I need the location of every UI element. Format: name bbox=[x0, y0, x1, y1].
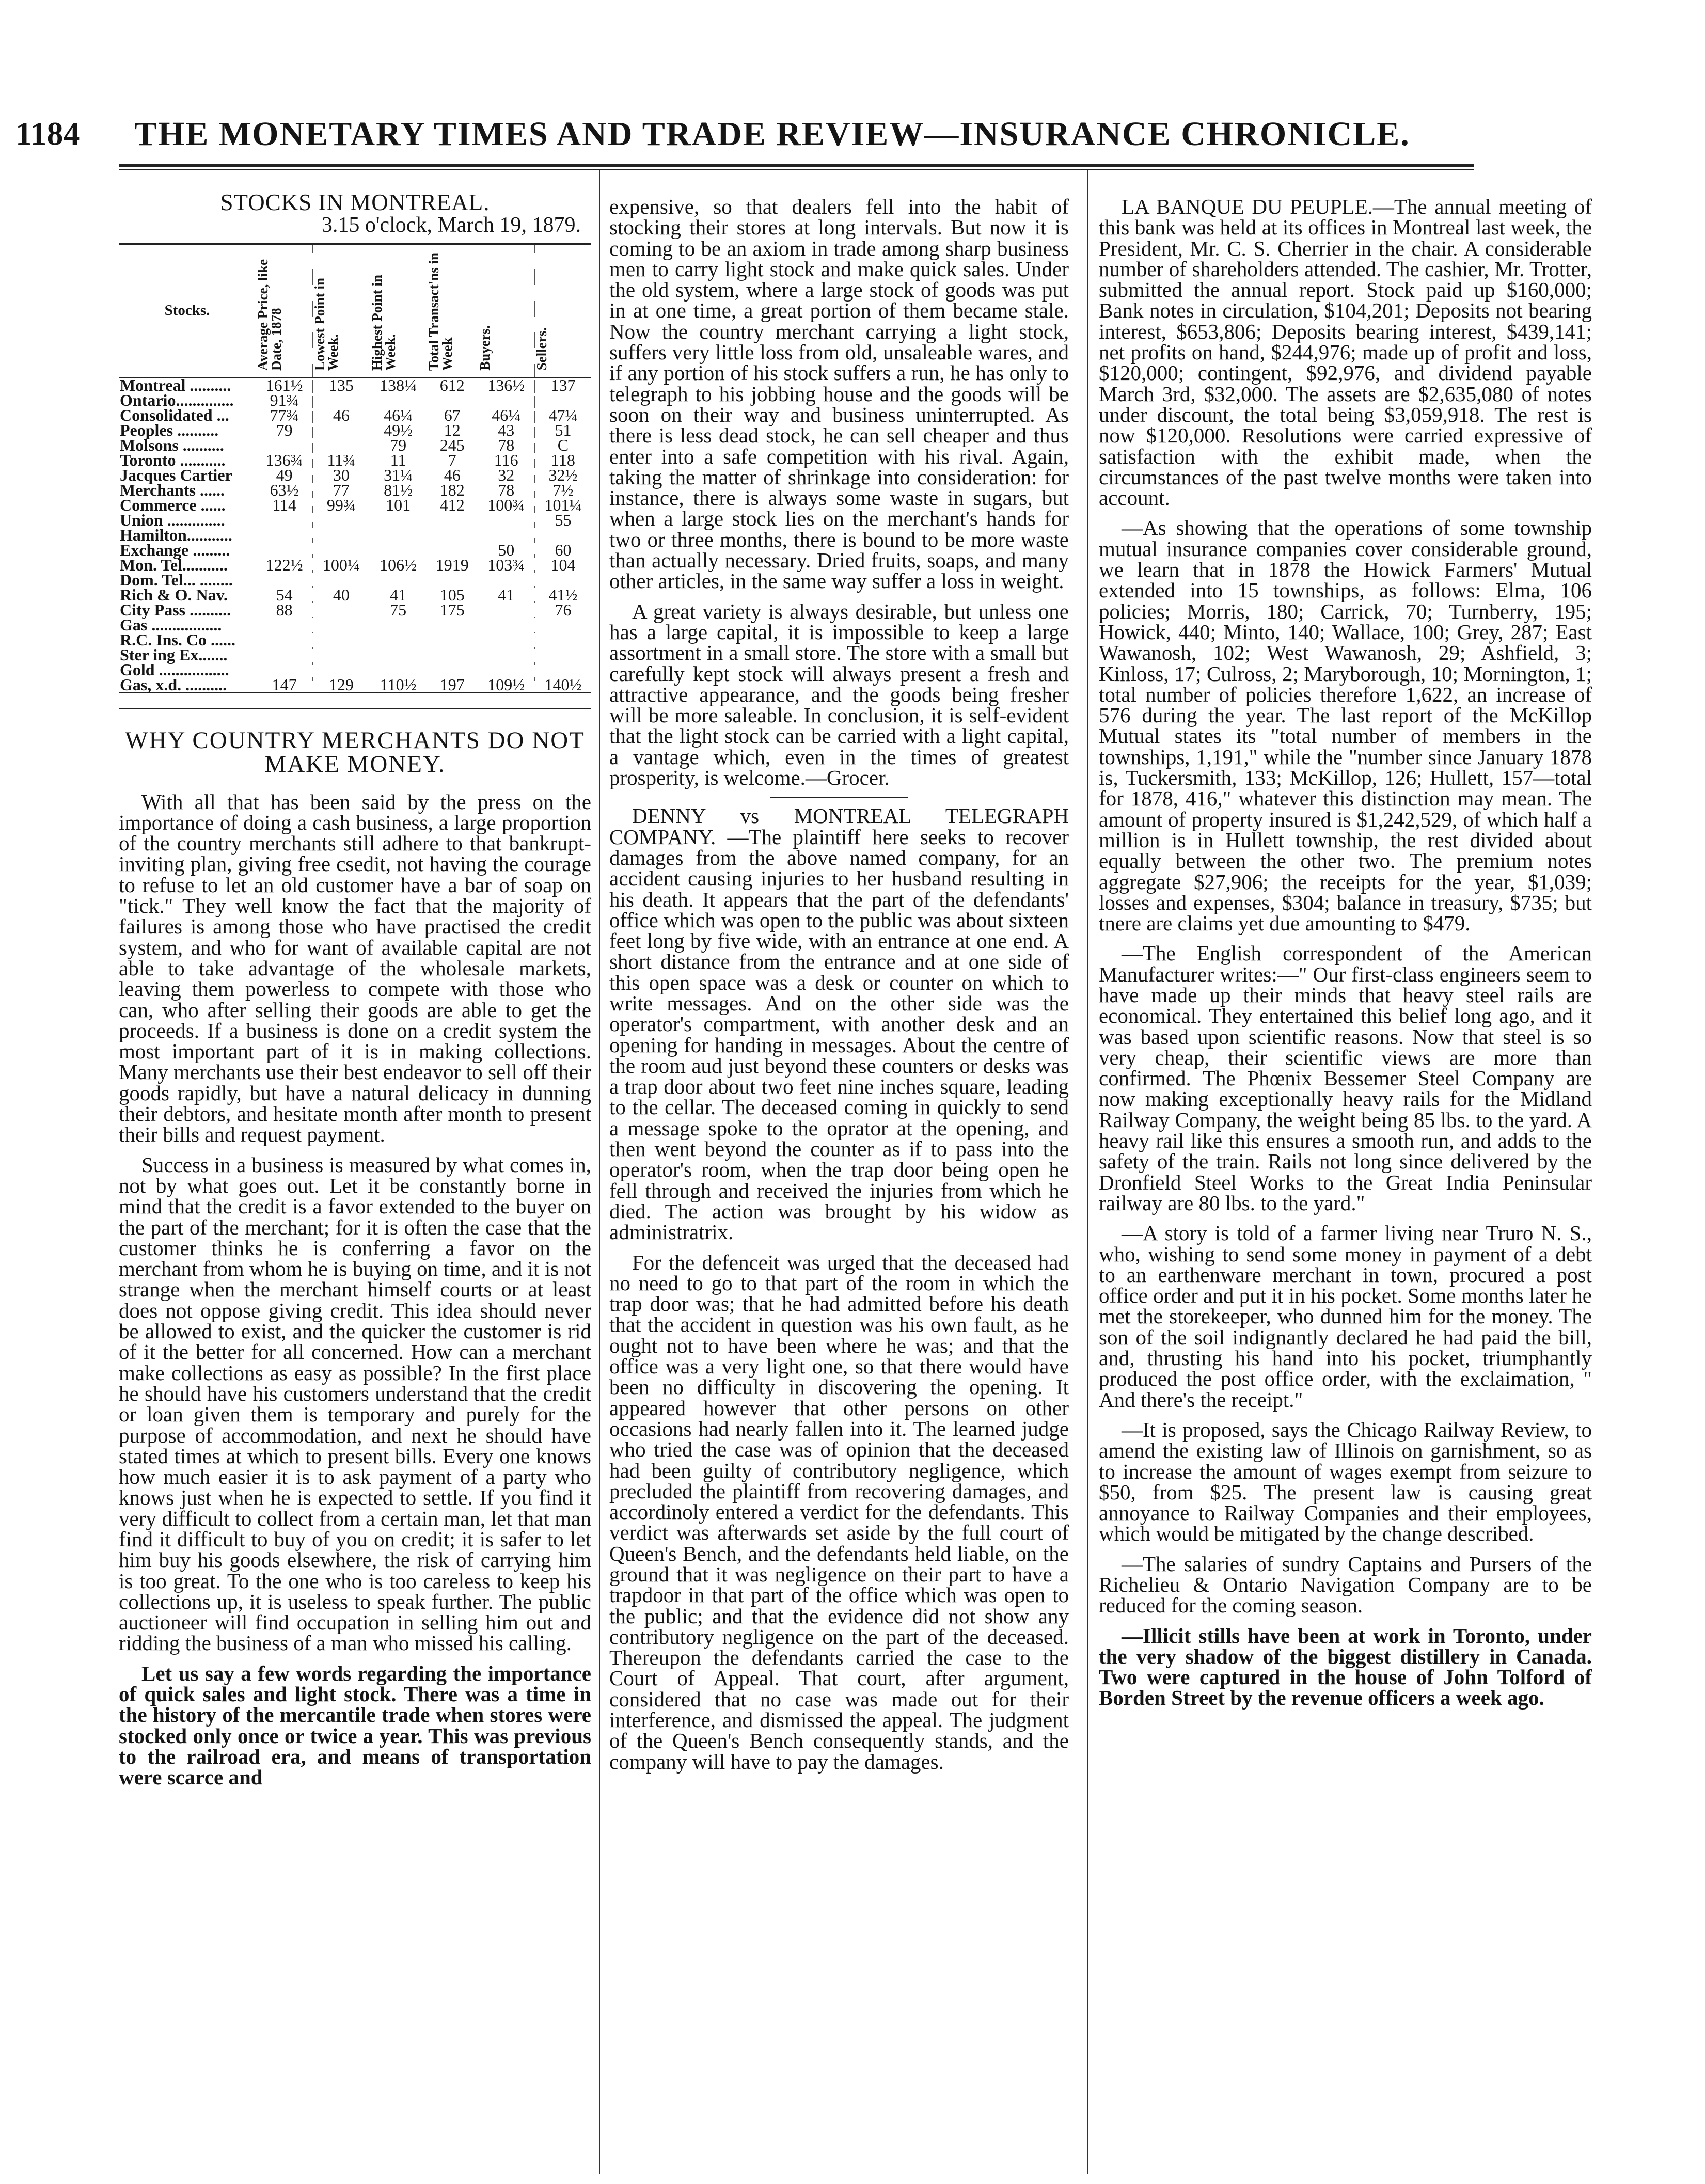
stock-value: 122½ bbox=[256, 558, 313, 573]
stock-value: 612 bbox=[427, 377, 478, 393]
stocks-row bbox=[119, 677, 591, 693]
paragraph: DENNY vs MONTREAL TELEGRAPH COMPANY. —The plaintiff here seeks to recover damages from the above named company, for an accident causing injuries to her husband resulting in his death. It appears that the part of the defendants' office which was open to the public was about sixteen feet long by five wide, with an entrance at one end. A short distance from the entrance and at one side of this open space was a desk or counter on which to write messages. And on the other side was the operator's compartment, with another desk and an opening for handing in messages. About the centre of the room aud just beyond these counters or desks was a trap door about two feet nine inches square, leading to the cellar. The deceased coming in quickly to send a message spoke to the oprator at the opening, and then went beyond the counter as if to pass into the operator's room, when the trap door being open he fell through and received the injuries from which he died. The action was brought by his widow as administratrix. bbox=[609, 804, 1069, 1244]
stock-value: 54 bbox=[256, 588, 313, 603]
stock-value: 182 bbox=[427, 483, 478, 498]
stock-value: 175 bbox=[427, 603, 478, 618]
column-2 bbox=[609, 196, 1069, 1781]
stock-value: 110½ bbox=[370, 677, 427, 693]
stock-value bbox=[427, 618, 478, 632]
stock-value: 135 bbox=[313, 377, 370, 393]
stock-value bbox=[313, 528, 370, 543]
stock-value: 116 bbox=[478, 453, 534, 468]
stock-value: 77¾ bbox=[256, 408, 313, 423]
stock-name: Gas ................. bbox=[120, 615, 222, 634]
stocks-title: STOCKS IN MONTREAL. bbox=[220, 189, 490, 215]
stock-value bbox=[370, 513, 427, 528]
stock-value: 137 bbox=[534, 377, 591, 393]
stock-value: 51 bbox=[534, 423, 591, 438]
stock-value: 41 bbox=[478, 588, 534, 603]
stock-name: Montreal .......... bbox=[120, 375, 231, 394]
stock-value: 79 bbox=[256, 423, 313, 438]
page-number: 1184 bbox=[15, 115, 80, 152]
stock-value bbox=[478, 513, 534, 528]
stock-value bbox=[478, 647, 534, 662]
stock-name: Merchants ...... bbox=[120, 480, 225, 499]
header-rule-thin bbox=[119, 169, 1474, 170]
stock-name: Gold ................. bbox=[120, 660, 229, 679]
stock-value bbox=[370, 647, 427, 662]
stock-value: 105 bbox=[427, 588, 478, 603]
stock-name: Commerce ...... bbox=[120, 495, 226, 514]
stock-value bbox=[534, 632, 591, 647]
paragraph: —As showing that the operations of some township mutual insurance companies cover considerable ground, we learn that in 1878 the Howick Farmers' Mutual extended into 15 townships, as follows: Elma, 106 policies; Morris, 180; Carrick, 70; Turnberry, 195; Howick, 440; Minto, 140; Wallace, 100; Grey, 287; East Wawanosh, 102; West Wawanosh, 29; Ashfield, 3; Kinloss, 17; Culross, 2; Maryborough, 10; Mornington, 1; total number of policies therefore 1,622, an increase of 576 during the year. The last report of the McKillop Mutual states its "total number of members in the townships, 1,191," while the "number since January 1878 is, Tuckersmith, 133; McKillop, 126; Hullett, 157—total for 1878, 416," whatever this distinction may mean. The amount of property insured is $1,242,529, of which half a million is in Hullett township, the rest divided about equally between the other two. The premium notes aggregate $27,906; the receipts for the year, $1,039; losses and expenses, $304; balance in treasury, $735; but tnere are claims yet due amounting to $479. bbox=[1099, 516, 1592, 936]
stock-value bbox=[370, 528, 427, 543]
stock-value: 7 bbox=[427, 453, 478, 468]
stock-value: 412 bbox=[427, 498, 478, 513]
stock-value: 11¾ bbox=[313, 453, 370, 468]
stock-value bbox=[427, 528, 478, 543]
stock-value: 99¾ bbox=[313, 498, 370, 513]
stock-value bbox=[478, 603, 534, 618]
stock-name: City Pass .......... bbox=[120, 600, 231, 619]
stock-value bbox=[313, 513, 370, 528]
stock-value bbox=[534, 618, 591, 632]
stock-value: 245 bbox=[427, 438, 478, 453]
stock-value: 77 bbox=[313, 483, 370, 498]
stock-value: 63½ bbox=[256, 483, 313, 498]
stock-value bbox=[256, 632, 313, 647]
stock-value: 50 bbox=[478, 543, 534, 558]
stock-value: 91¾ bbox=[256, 393, 313, 408]
stock-value: 32 bbox=[478, 468, 534, 483]
stock-name: Rich & O. Nav. bbox=[120, 585, 228, 604]
stock-value bbox=[427, 513, 478, 528]
stock-name: Jacques Cartier bbox=[120, 465, 232, 484]
paragraph: Success in a business is measured by what comes in, not by what goes out. Let it be constantly borne in mind that the credit is a favor extended to the buyer on the part of the merchant; for it is often the case that the customer thinks he is conferring a favor on the merchant from whom he is buying on time, and it is not strange when the merchant himself courts or at least does not oppose giving credit. This idea should never be allowed to exist, and the quicker the customer is rid of it the better for all concerned. How can a merchant make collections as easy as possible? In the first place he should have his customers understand that the credit or loan given them is temporary and purely for the purpose of accommodation, and next he should have stated times at which to present bills. Every one knows how much easier it is to ask payment of a party who knows just when he is expected to settle. If you find it very difficult to collect from a certain man, let that man find it difficult to buy of you on credit; it is safer to let him buy his goods elsewhere, the risk of carrying him is too great. To the one who is too careless to keep his collections up, it is useless to speak further. The public auctioneer will find occupation in selling him out and ridding the business of a man who missed his calling. bbox=[119, 1152, 591, 1655]
stocks-col-header: Average Price, like Date, 1878 bbox=[256, 244, 313, 377]
stock-value bbox=[427, 632, 478, 647]
column-1 bbox=[119, 189, 591, 1797]
stock-name: R.C. Ins. Co ...... bbox=[120, 630, 236, 649]
stock-value bbox=[313, 647, 370, 662]
stock-value: 129 bbox=[313, 677, 370, 693]
stocks-subtitle: 3.15 o'clock, March 19, 1879. bbox=[321, 213, 581, 238]
paragraph: —The salaries of sundry Captains and Pursers of the Richelieu & Ontario Navigation Company are to be reduced for the coming season. bbox=[1099, 1552, 1592, 1618]
page-header bbox=[15, 115, 1497, 161]
paragraph: LA BANQUE DU PEUPLE.—The annual meeting of this bank was held at its offices in Montreal last week, the President, Mr. C. S. Cherrier in the chair. A considerable number of shareholders attended. The cashier, Mr. Trotter, submitted the annual report. Stock paid up $160,000; Bank notes in circulation, $104,201; Deposits not bearing interest, $653,806; Deposits bearing interest, $439,141; net profits on hand, $244,976; made up of profit and loss, $120,000; contingent, $92,976, and dividend payable March 3rd, $32,000. The assets are $2,635,080 of notes under discount, the total being $3,059,918. The rest is now $120,000. Resolutions were carried expressive of satisfaction with the exhibit made, when the circumstances of the past twelve months were taken into account. bbox=[1099, 195, 1592, 510]
stock-value: C bbox=[534, 438, 591, 453]
stock-value bbox=[313, 423, 370, 438]
section-rule bbox=[770, 797, 908, 798]
stock-value bbox=[313, 632, 370, 647]
stock-name: Peoples .......... bbox=[120, 420, 219, 439]
stocks-header-row bbox=[119, 244, 591, 377]
stock-name: Toronto ........... bbox=[120, 450, 226, 469]
stock-name: Consolidated ... bbox=[120, 405, 229, 424]
stock-value: 78 bbox=[478, 438, 534, 453]
stock-value: 1919 bbox=[427, 558, 478, 573]
stock-value: 32½ bbox=[534, 468, 591, 483]
stock-value: 100¼ bbox=[313, 558, 370, 573]
stocks-col-header: Buyers. bbox=[478, 244, 534, 377]
paragraph: —Illicit stills have been at work in Toronto, under the very shadow of the biggest distillery in Canada. Two were captured in the house of John Tolford of Borden Street by the revenue officers a week ago. bbox=[1099, 1623, 1592, 1710]
paragraph: Let us say a few words regarding the importance of quick sales and light stock. There was a time in the history of the mercantile trade when stores were stocked only once or twice a year. This was previous to the railroad era, and means of transportation were scarce and bbox=[119, 1661, 591, 1790]
stock-name: Mon. Tel........... bbox=[120, 555, 228, 574]
article-title: WHY COUNTRY MERCHANTS DO NOT MAKE MONEY. bbox=[125, 726, 585, 778]
stock-value: 103¾ bbox=[478, 558, 534, 573]
stock-value: 161½ bbox=[256, 377, 313, 393]
stock-value: 118 bbox=[534, 453, 591, 468]
stock-value bbox=[370, 618, 427, 632]
stock-value: 46 bbox=[427, 468, 478, 483]
column-3 bbox=[1099, 196, 1592, 1718]
stock-value: 81½ bbox=[370, 483, 427, 498]
stock-value: 47¼ bbox=[534, 408, 591, 423]
stock-value: 67 bbox=[427, 408, 478, 423]
stock-name: Gas, x.d. .......... bbox=[120, 675, 227, 694]
column-divider-1 bbox=[599, 170, 600, 2174]
stock-value bbox=[313, 603, 370, 618]
stock-value: 41½ bbox=[534, 588, 591, 603]
stock-value: 11 bbox=[370, 453, 427, 468]
stock-value: 114 bbox=[256, 498, 313, 513]
stock-value: 75 bbox=[370, 603, 427, 618]
stock-value: 101¼ bbox=[534, 498, 591, 513]
stocks-body bbox=[119, 377, 591, 693]
stock-value: 76 bbox=[534, 603, 591, 618]
stock-value: 49½ bbox=[370, 423, 427, 438]
stock-value: 46¼ bbox=[478, 408, 534, 423]
stock-name: Union .............. bbox=[120, 510, 225, 529]
stock-value bbox=[427, 647, 478, 662]
stock-name: Hamilton........... bbox=[120, 525, 232, 544]
stock-value: 40 bbox=[313, 588, 370, 603]
stock-value: 136½ bbox=[478, 377, 534, 393]
stock-value: 140½ bbox=[534, 677, 591, 693]
paragraph: expensive, so that dealers fell into the habit of stocking their stores at long intervals. But now it is coming to be an axiom in trade among sharp business men to carry light stock and make quick sales. Under the old system, where a large stock of goods was put in at one time, a great portion of them became stale. Now the country merchant carrying a light stock, suffers very little loss from old, unsaleable wares, and if any portion of his stock suffers a run, he has only to telegraph to his jobbing house and the goods will be soon on their way and business uninterrupted. As there is less dead stock, he can sell cheaper and thus enter into a safe competition with his rival. Again, taking the matter of shrinkage into consideration: for instance, there is always some waste in sugars, but when a large stock lies on the merchant's hands for two or three months, there is bound to be more waste than actually necessary. Dried fruits, soaps, and many other articles, in the same way suffer a loss in weight. bbox=[609, 195, 1069, 593]
stock-value bbox=[478, 618, 534, 632]
stocks-col-header: Total Transact'ns in Week bbox=[427, 244, 478, 377]
stocks-col-header: Highest Point in Week. bbox=[370, 244, 427, 377]
stock-name: Molsons .......... bbox=[120, 435, 224, 454]
stock-value: 46 bbox=[313, 408, 370, 423]
stock-value bbox=[256, 513, 313, 528]
stock-value bbox=[256, 618, 313, 632]
paragraph: A great variety is always desirable, but unless one has a large capital, it is impossible to keep a large assortment in a small store. The store with a small but carefully kept stock will always present a fresh and attractive appearance, and the goods being fresher will be more saleable. In conclusion, it is self-evident that the light stock can be carried with a light capital, a vantage which, even in the times of greatest prosperity, is welcome.—Grocer. bbox=[609, 599, 1069, 790]
header-rule-thick bbox=[119, 164, 1474, 167]
stocks-col-header: Stocks. bbox=[119, 244, 256, 377]
paragraph: —A story is told of a farmer living near Truro N. S., who, wishing to send some money in payment of a debt to an earthenware merchant in town, procured a post office order and put it in his pocket. Some months later he met the storekeeper, who dunned him for the money. The son of the soil indignantly declared he had paid the bill, and, thrusting his hand into his pocket, triumphantly produced the post office order, with the exclaimation, " And there's the receipt." bbox=[1099, 1221, 1592, 1412]
stock-value bbox=[256, 647, 313, 662]
stock-value: 31¼ bbox=[370, 468, 427, 483]
stock-name: Exchange ......... bbox=[120, 540, 230, 559]
paragraph: —It is proposed, says the Chicago Railway Review, to amend the existing law of Illinois on garnishment, so as to increase the amount of wages exempt from seizure to $50, from $25. The present law is causing great annoyance to Railway Companies and their employees, which would be mitigated by the change described. bbox=[1099, 1417, 1592, 1546]
stocks-col-header: Sellers. bbox=[534, 244, 591, 377]
journal-title: THE MONETARY TIMES AND TRADE REVIEW—INSURANCE CHRONICLE. bbox=[134, 115, 1410, 153]
stock-value: 30 bbox=[313, 468, 370, 483]
stock-value: 104 bbox=[534, 558, 591, 573]
stock-value bbox=[313, 618, 370, 632]
stock-value bbox=[534, 647, 591, 662]
stock-name: Ster ing Ex....... bbox=[120, 645, 228, 664]
stocks-table bbox=[119, 243, 591, 693]
stock-value: 43 bbox=[478, 423, 534, 438]
stock-value: 197 bbox=[427, 677, 478, 693]
stock-value: 46¼ bbox=[370, 408, 427, 423]
stock-value: 109½ bbox=[478, 677, 534, 693]
stock-value bbox=[370, 632, 427, 647]
stock-value: 55 bbox=[534, 513, 591, 528]
stock-name: Dom. Tel... ........ bbox=[120, 570, 233, 589]
stock-value: 138¼ bbox=[370, 377, 427, 393]
stock-value bbox=[478, 632, 534, 647]
stock-value: 7½ bbox=[534, 483, 591, 498]
stock-name: Ontario.............. bbox=[120, 390, 234, 409]
stock-value: 88 bbox=[256, 603, 313, 618]
stock-value: 100¾ bbox=[478, 498, 534, 513]
stock-value: 101 bbox=[370, 498, 427, 513]
paragraph: —The English correspondent of the American Manufacturer writes:—" Our first-class engineers seem to have made up their minds that heavy steel rails are economical. They entertained this belief long ago, and it was based upon scientific reasons. Now that steel is so very cheap, their scientific views are more than confirmed. The Phœnix Bessemer Steel Company are now making exceptionally heavy rails for the Midland Railway Company, the weight being 85 lbs. to the yard. A heavy rail like this ensures a smooth run, and adds to the safety of the train. Rails not long since delivered by the Dronfield Steel Works to the Great India Peninsular railway are 80 lbs. to the yard." bbox=[1099, 941, 1592, 1215]
stock-value: 78 bbox=[478, 483, 534, 498]
stock-value: 136¾ bbox=[256, 453, 313, 468]
column-divider-2 bbox=[1087, 170, 1088, 2174]
stocks-col-header: Lowest Point in Week. bbox=[313, 244, 370, 377]
stock-value: 60 bbox=[534, 543, 591, 558]
stock-value: 49 bbox=[256, 468, 313, 483]
stock-value: 41 bbox=[370, 588, 427, 603]
paragraph: With all that has been said by the press on the importance of doing a cash business, a large proportion of the country merchants still adhere to that bankrupt-inviting plan, giving free csedit, not having the courage to refuse to let an old customer have a bar of soap on "tick." They well know the fact that the majority of failures is among those who have practised the credit system, and who for want of available capital are not able to take advantage of the wholesale markets, leaving them powerless to compete with those who can, who after selling their goods are able to get the proceeds. If a business is done on a credit system the most important part of it is in making collections. Many merchants use their best endeavor to sell off their goods rapidly, but have a natural delicacy in dunning their debtors, and hesitate month after month to present their bills and request payment. bbox=[119, 789, 591, 1147]
stock-value: 12 bbox=[427, 423, 478, 438]
stock-value bbox=[256, 528, 313, 543]
stock-value: 147 bbox=[256, 677, 313, 693]
stock-value: 79 bbox=[370, 438, 427, 453]
section-rule bbox=[119, 708, 591, 709]
paragraph: For the defenceit was urged that the deceased had no need to go to that part of the room in which the trap door was; that he had admitted before his death that the accident in question was his own fault, as he ought not to have been where he was; and that the office was a very light one, so that there would have been no difficulty in discovering the opening. It appeared however that other persons on other occasions had nearly fallen into it. The learned judge who tried the case was of opinion that the deceased had been guilty of contributory negligence, which precluded the plaintiff from recovering damages, and accordinoly entered a verdict for the defendants. This verdict was afterwards set aside by the full court of Queen's Bench, and the defendants held liable, on the ground that it was negligence on their part to have a trapdoor in that part of the office which was open to the public; and that the evidence did not show any contributory negligence on the part of the deceased. Thereupon the defendants carried the case to the Court of Appeal. That court, after argument, considered that no case was made out for their interference, and dismissed the appeal. The judgment of the Queen's Bench consequently stands, and the company will have to pay the damages. bbox=[609, 1250, 1069, 1774]
stock-value: 106½ bbox=[370, 558, 427, 573]
